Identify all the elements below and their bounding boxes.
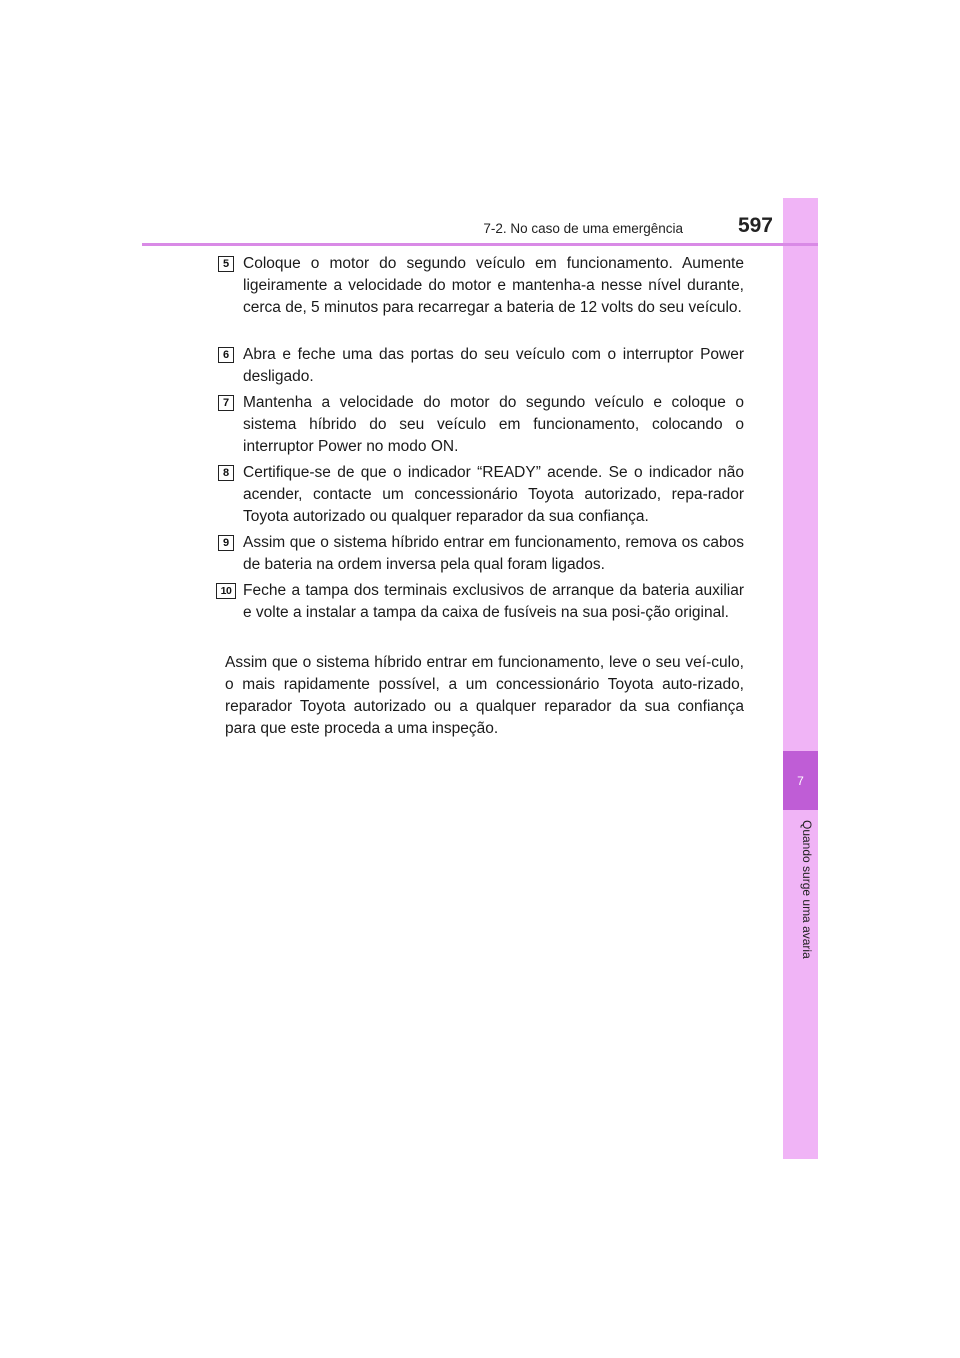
step-10 xyxy=(218,580,744,624)
step-number-badge: 6 xyxy=(218,347,234,363)
closing-paragraph: Assim que o sistema híbrido entrar em funcionamento, leve o seu veí-culo, o mais rapidamente possível, a um concessionário Toyota auto-rizado, reparador Toyota autorizado ou a qualquer reparador da sua confiança para que este proceda a uma inspeção. xyxy=(225,654,744,737)
page-number: 597 xyxy=(737,214,773,237)
step-text: Feche a tampa dos terminais exclusivos de arranque da bateria auxiliar e volte a instalar a tampa da caixa de fusíveis na sua posi-ção original. xyxy=(243,582,744,621)
step-number-badge: 9 xyxy=(218,535,234,551)
step-6 xyxy=(218,344,744,388)
chapter-title: Quando surge uma avaria xyxy=(800,820,814,959)
step-text: Coloque o motor do segundo veículo em funcionamento. Aumente ligeiramente a velocidade do motor e mantenha-a nesse nível durante, cerca de, 5 minutos para recarregar a bateria de 12 volts do seu veículo. xyxy=(243,255,744,316)
step-number-badge: 7 xyxy=(218,395,234,411)
step-number-badge: 10 xyxy=(216,583,236,599)
step-text: Assim que o sistema híbrido entrar em funcionamento, remova os cabos de bateria na ordem inversa pela qual foram ligados. xyxy=(243,534,744,573)
step-text: Certifique-se de que o indicador “READY” acende. Se o indicador não acender, contacte um concessionário Toyota autorizado, repa-rador Toyota autorizado ou qualquer reparador da sua confiança. xyxy=(243,464,744,525)
chapter-side-tab xyxy=(783,198,818,1159)
step-text: Abra e feche uma das portas do seu veículo com o interruptor Power desligado. xyxy=(243,346,744,385)
step-5 xyxy=(218,253,744,319)
chapter-number: 7 xyxy=(783,751,818,810)
step-number-badge: 5 xyxy=(218,256,234,272)
header-rule xyxy=(142,243,818,246)
step-text: Mantenha a velocidade do motor do segundo veículo e coloque o sistema híbrido do seu veículo em funcionamento, colocando o interruptor Power no modo ON. xyxy=(243,394,744,455)
section-title: 7-2. No caso de uma emergência xyxy=(483,221,683,236)
step-8 xyxy=(218,462,744,528)
step-7 xyxy=(218,392,744,458)
step-9 xyxy=(218,532,744,576)
step-number-badge: 8 xyxy=(218,465,234,481)
